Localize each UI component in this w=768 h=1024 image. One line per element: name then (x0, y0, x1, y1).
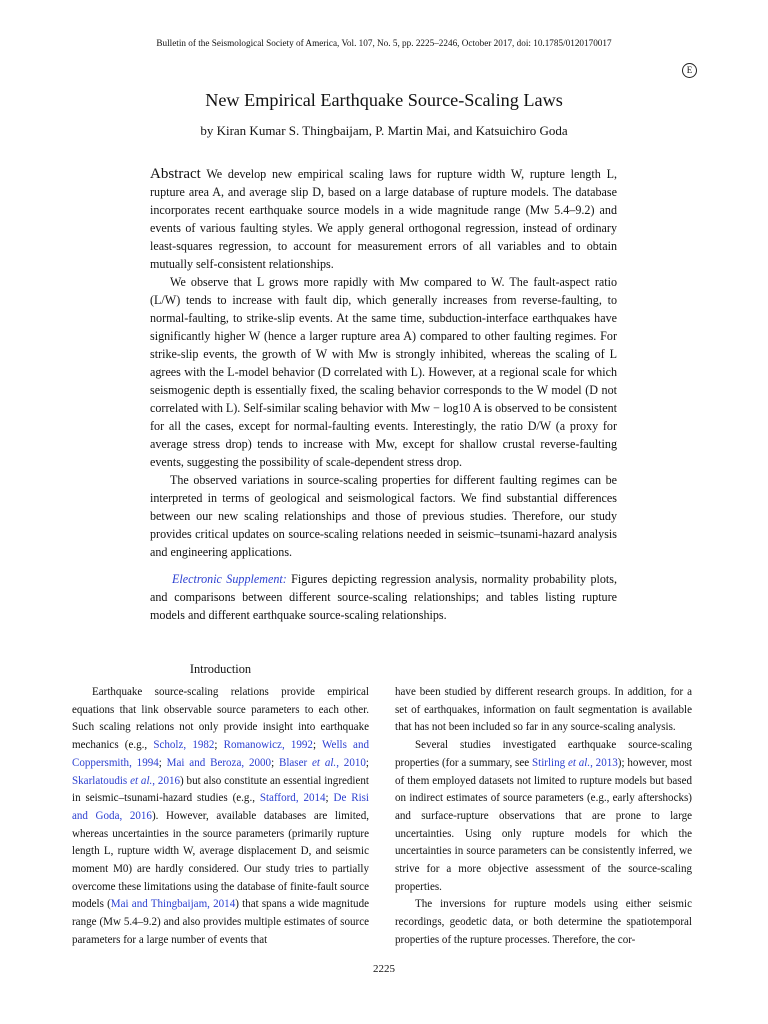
citation-link[interactable]: Blaser et al., 2010 (278, 756, 366, 769)
author-line: by Kiran Kumar S. Thingbaijam, P. Martin Mai, and Katsuichiro Goda (200, 123, 568, 138)
running-header: Bulletin of the Seismological Society of America, Vol. 107, No. 5, pp. 2225–2246, October 2017, doi: 10.1785/0120170017 (156, 38, 612, 48)
paper-title: New Empirical Earthquake Source-Scaling Laws (205, 90, 563, 110)
abstract-paragraph-1 (150, 165, 617, 273)
section-heading-introduction: Introduction (189, 662, 252, 676)
electronic-supplement-icon[interactable]: E (682, 63, 697, 78)
abstract-label: Abstract (150, 166, 201, 182)
citation-link[interactable]: Scholz, 1982 (153, 739, 215, 752)
citation-link[interactable]: De Risi and Goda, 2016 (72, 792, 370, 822)
column-right (395, 684, 692, 950)
abstract-paragraph-3: The observed variations in source-scaling properties for different faulting regimes can be interpreted in terms of geological and seismological factors. We find substantial differences between our new scaling relationships and those of previous studies. Therefore, our study provides critical updates on source-scaling relations needed in seismic–tsunami-hazard analysis and engineering applications. (150, 473, 617, 559)
electronic-supplement-note (150, 570, 617, 624)
intro-paragraph-1: Earthquake source-scaling relations provide empirical equations that link observable source parameters to each other. Such scaling relations not only provide insight into earthquake mechanics (e.g., Scholz, 1982; Romanowicz, 1992; Wells and Coppersmith, 1994; Mai and Beroza, 2000; Blaser et al., 2010; Skarlatoudis et al., 2016) but also constitute an essential ingredient in seismic–tsunami-hazard studies (e.g., Stafford, 2014; De Risi and Goda, 2016). However, available databases are limited, whereas uncertainties in the source parameters (primarily rupture length L, rupture width W, average displacement D, and seismic moment M0) are hardly considered. Our study tries to partially overcome these limitations using the database of finite-fault source models (Mai and Thingbaijam, 2014) that spans a wide magnitude range (Mw 5.4–9.2) and also provides multiple estimates of source parameters for a large number of events that (72, 686, 370, 946)
citation-link[interactable]: Skarlatoudis et al., 2016 (72, 774, 181, 787)
citation-link[interactable]: Stirling et al., 2013 (531, 756, 618, 769)
electronic-supplement-link[interactable]: Electronic Supplement: (172, 572, 287, 586)
electronic-supplement-text: Figures depicting regression analysis, normality probability plots, and comparisons between different source-scaling relationships; and tables listing rupture models and different earthquake source-scaling relationships. (150, 572, 617, 622)
intro-paragraph-2: Several studies investigated earthquake source-scaling properties (for a summary, see Stirling et al., 2013); however, most of them employed datasets not limited to rupture models but based on indirect estimates of source parameters (e.g., early aftershocks) and surface-rupture observations that are prone to large uncertainties. Using only rupture models for which the uncertainties in source parameters can be consistently inferred, we strive for a more objective assessment of the source-scaling properties. (395, 739, 692, 893)
citation-link[interactable]: Mai and Beroza, 2000 (166, 756, 272, 769)
column-left (72, 684, 369, 950)
page-number: 2225 (373, 963, 395, 975)
citation-link[interactable]: Romanowicz, 1992 (223, 739, 313, 752)
abstract-text-1: We develop new empirical scaling laws for rupture width W, rupture length L, rupture area A, and average slip D, based on a large database of rupture models. The database incorporates recent earthquake source models in a wide magnitude range (Mw 5.4–9.2) and events of various faulting styles. We apply general orthogonal regression, instead of ordinary least-squares regression, to account for measurement errors of all variables and to obtain mutually self-consistent relationships. (150, 167, 617, 271)
intro-paragraph-3: The inversions for rupture models using either seismic recordings, geodetic data, or both determine the spatiotemporal properties of the rupture processes. Therefore, the cor- (395, 898, 692, 946)
intro-paragraph-continued: have been studied by different research groups. In addition, for a set of earthquakes, information on fault segmentation is available that has not been included so far in any source-scaling analysis. (395, 686, 692, 734)
citation-link[interactable]: Wells and Coppersmith, 1994 (72, 739, 369, 769)
citation-link[interactable]: Mai and Thingbaijam, 2014 (110, 898, 236, 911)
abstract-paragraph-2: We observe that L grows more rapidly with Mw compared to W. The fault-aspect ratio (L/W) tends to increase with fault dip, which generally increases from reverse-faulting, to normal-faulting, to strike-slip events. At the same time, subduction-interface earthquakes have significantly higher W (hence a larger rupture area A) compared to other faulting regimes. For strike-slip events, the growth of W with Mw is strongly inhibited, whereas the scaling of L agrees with the L-model behavior (D correlated with L). However, at a regional scale for which seismogenic depth is essentially fixed, the scaling behavior corresponds to the W model (D not correlated with L). Self-similar scaling behavior with Mw − log10 A is observed to be consistent for all the cases, except for normal-faulting events. Interestingly, the ratio D/W (a proxy for average stress drop) tends to increase with Mw, except for shallow crustal reverse-faulting events, suggesting the possibility of scale-dependent stress drop. (150, 275, 617, 469)
abstract (150, 165, 617, 561)
citation-link[interactable]: Stafford, 2014 (259, 792, 326, 805)
